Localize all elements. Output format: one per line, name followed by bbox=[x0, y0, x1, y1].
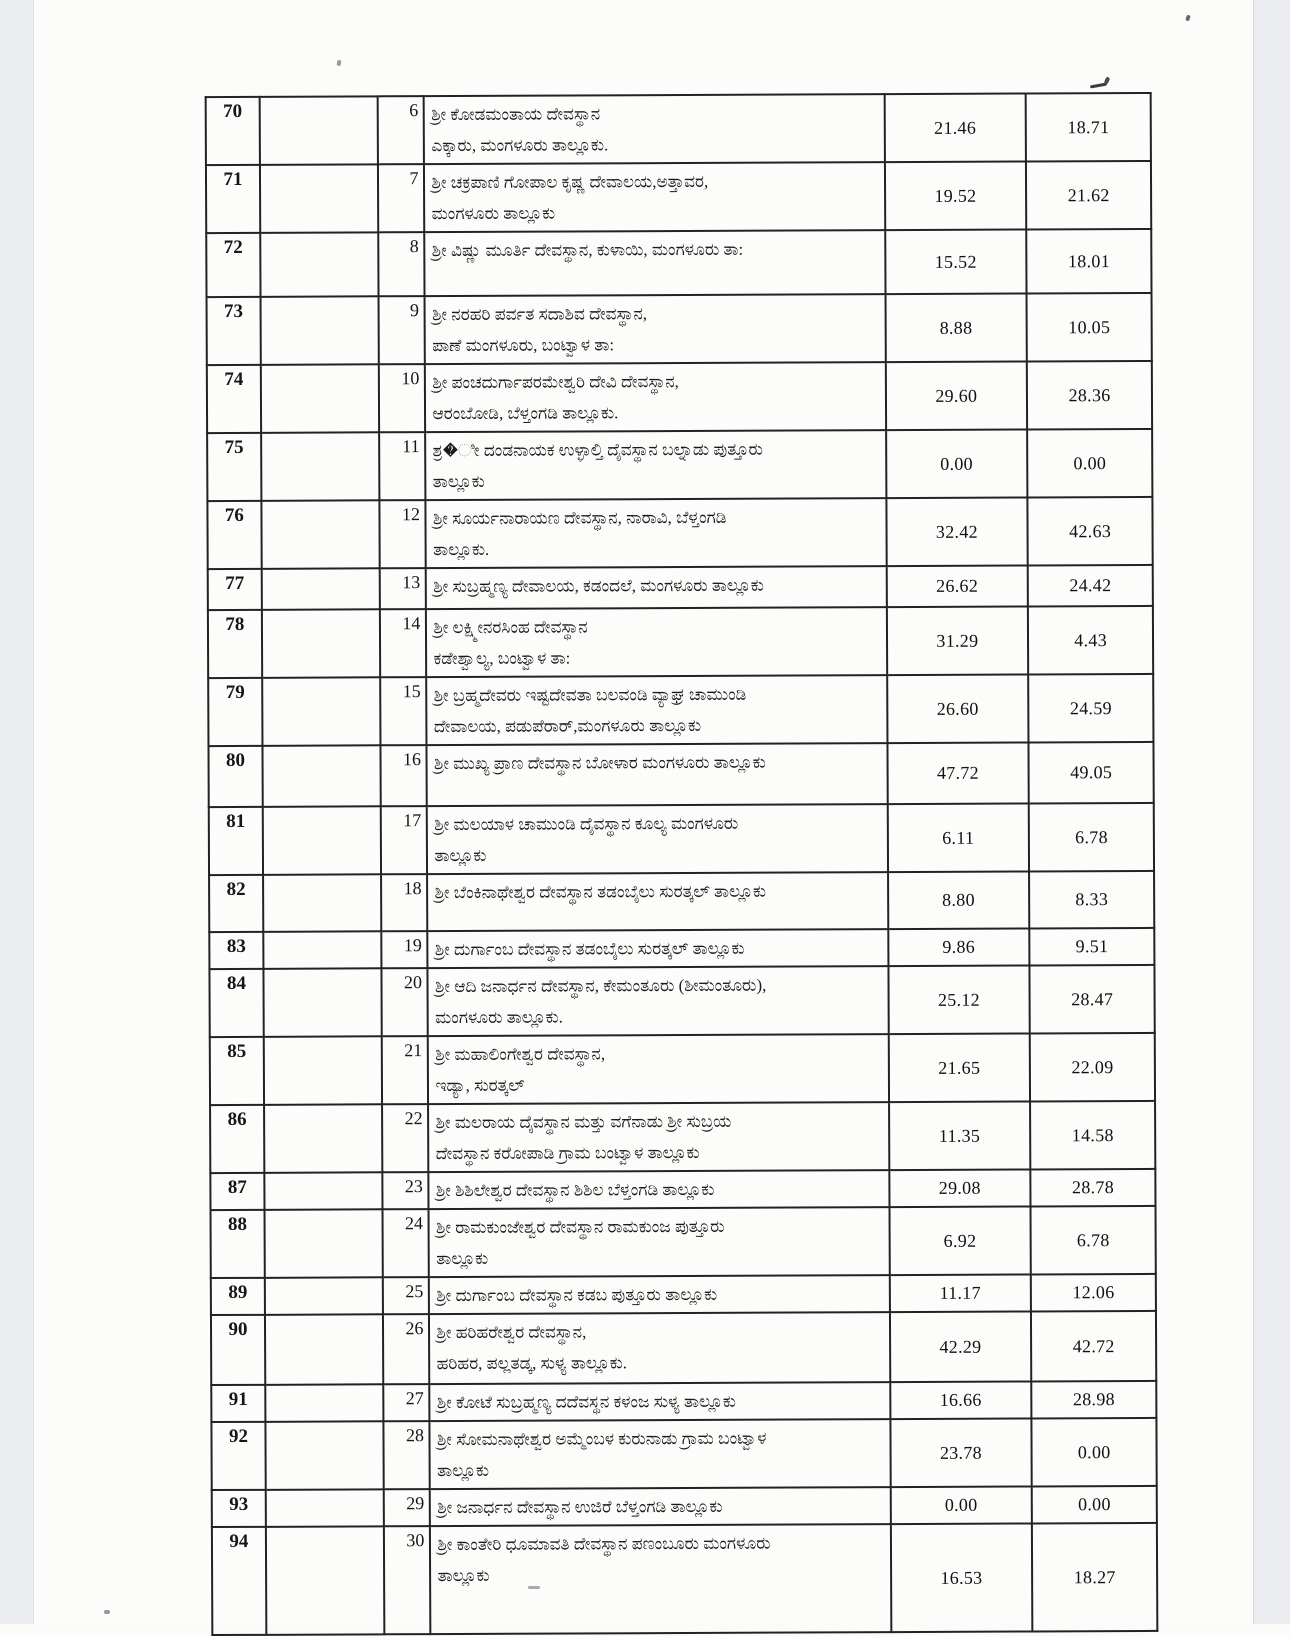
value-1-cell: 29.08 bbox=[889, 1169, 1031, 1207]
temple-name-line: ಶ್ರೀ ದುರ್ಗಾಂಬ ದೇವಸ್ಥಾನ ಕಡಬ ಪುತ್ತೂರು ತಾಲ್ಲೂಕು bbox=[436, 1284, 718, 1306]
table-row bbox=[208, 565, 1153, 610]
serial-number-cell: 72 bbox=[206, 233, 260, 297]
serial-number-cell: 89 bbox=[211, 1278, 265, 1315]
blank-cell bbox=[264, 1036, 382, 1105]
value-2-cell: 12.06 bbox=[1031, 1274, 1156, 1312]
temple-name-line: ಶ್ರೀ ಶಿಶಿಲೇಶ್ವರ ದೇವಸ್ಥಾನ ಶಿಶಿಲ ಬೆಳ್ತಂಗಡಿ ತಾಲ್ಲೂಕು bbox=[435, 1179, 715, 1201]
value-1-cell: 25.12 bbox=[888, 965, 1030, 1034]
temple-name-line: ಇಡ್ಯಾ, ಸುರತ್ಕಲ್ bbox=[435, 1075, 525, 1096]
temple-name-cell bbox=[428, 1102, 888, 1172]
value-1-cell: 8.88 bbox=[885, 293, 1027, 362]
temple-name-cell bbox=[429, 1312, 889, 1384]
temple-name-cell bbox=[425, 362, 885, 432]
serial-number-cell: 94 bbox=[212, 1527, 266, 1635]
serial-number-cell: 70 bbox=[206, 97, 260, 165]
serial-number-cell: 74 bbox=[207, 365, 261, 433]
table-row bbox=[208, 742, 1153, 807]
temple-name-line: ಶ್ರೀ ಚಕ್ರಪಾಣಿ ಗೋಪಾಲ ಕೃಷ್ಣ ದೇವಾಲಯ,ಅತ್ತಾವರ, bbox=[431, 171, 709, 193]
serial-number-cell: 79 bbox=[208, 678, 262, 746]
blank-cell bbox=[263, 968, 381, 1037]
value-1-cell: 29.60 bbox=[885, 361, 1027, 430]
blank-cell bbox=[265, 1384, 383, 1422]
value-1-cell: 47.72 bbox=[887, 742, 1029, 804]
temple-name-line: ಶ್ರೀ ಕೋಟೆ ಸುಬ್ರಹ್ಮಣ್ಯ ದದೆವಸ್ಥನ ಕಳಂಜ ಸುಳ್ಯ ತಾಲ್ಲೂಕು bbox=[436, 1391, 736, 1413]
temple-name-line: ಹರಿಹರ, ಪಲ್ಲತಡ್ಕ, ಸುಳ್ಯ ತಾಲ್ಲೂಕು. bbox=[436, 1353, 628, 1374]
temple-name-line: ಶ್ರೀ ಮಲಯಾಳ ಚಾಮುಂಡಿ ದೈವಸ್ಥಾನ ಕೂಲ್ಯ ಮಂಗಳೂರು bbox=[434, 813, 739, 835]
temple-name-cell bbox=[430, 1524, 891, 1634]
temple-name-cell bbox=[430, 1419, 890, 1489]
value-1-cell: 6.92 bbox=[889, 1206, 1031, 1275]
temple-name-cell bbox=[425, 294, 885, 364]
blank-cell bbox=[263, 931, 381, 969]
temple-name-cell bbox=[426, 566, 886, 609]
temple-name-cell bbox=[425, 230, 885, 296]
sub-serial-cell: 17 bbox=[380, 806, 427, 874]
sub-serial-cell: 21 bbox=[381, 1036, 428, 1104]
value-1-cell: 26.60 bbox=[887, 674, 1029, 743]
serial-number-cell: 76 bbox=[207, 501, 261, 569]
value-2-cell: 0.00 bbox=[1032, 1486, 1157, 1524]
value-2-cell: 0.00 bbox=[1032, 1418, 1157, 1487]
temple-name-cell bbox=[429, 1207, 889, 1277]
value-2-cell: 18.27 bbox=[1032, 1523, 1157, 1632]
sub-serial-cell: 28 bbox=[383, 1421, 430, 1489]
value-2-cell: 8.33 bbox=[1029, 871, 1154, 929]
value-2-cell: 21.62 bbox=[1026, 161, 1151, 230]
value-2-cell: 42.72 bbox=[1031, 1311, 1156, 1382]
viewer-gutter-right bbox=[1253, 0, 1290, 1624]
sub-serial-cell: 20 bbox=[381, 968, 428, 1036]
serial-number-cell: 81 bbox=[209, 807, 263, 875]
temple-name-cell bbox=[427, 743, 887, 806]
value-1-cell: 42.29 bbox=[889, 1311, 1031, 1382]
table-row bbox=[211, 1311, 1156, 1385]
value-2-cell: 10.05 bbox=[1027, 293, 1152, 362]
blank-cell bbox=[262, 745, 380, 807]
sub-serial-cell: 14 bbox=[379, 609, 426, 677]
value-1-cell: 8.80 bbox=[888, 871, 1030, 929]
blank-cell bbox=[262, 568, 380, 610]
temple-name-line: ತಾಲ್ಲೂಕು. bbox=[433, 539, 490, 560]
serial-number-cell: 92 bbox=[211, 1422, 265, 1490]
blank-cell bbox=[260, 164, 378, 233]
blank-cell bbox=[264, 1209, 382, 1278]
blank-cell bbox=[262, 609, 380, 678]
scan-artifact bbox=[1185, 15, 1191, 22]
blank-cell bbox=[263, 806, 381, 875]
temple-name-line: ತಾಲ್ಲೂಕು bbox=[434, 845, 487, 866]
temple-name-line: ಶ್ರೀ ದುರ್ಗಾಂಬ ದೇವಸ್ಥಾನ ತಡಂಬೈಲು ಸುರತ್ಕಲ್ ತಾಲ್ಲೂಕು bbox=[434, 938, 745, 960]
value-1-cell: 32.42 bbox=[886, 497, 1028, 566]
temple-name-line: ಶ್ರೀ ಸುಬ್ರಹ್ಮಣ್ಯ ದೇವಾಲಯ, ಕಡಂದಲೆ, ಮಂಗಳೂರು ತಾಲ್ಲೂಕು bbox=[433, 575, 764, 597]
temple-name-line: ಶ್ರೀ ಬೆಂಕಿನಾಥೇಶ್ವರ ದೇವಸ್ಥಾನ ತಡಂಬೈಲು ಸುರತ್ಕಲ್ ತಾಲ್ಲೂಕು bbox=[434, 881, 767, 903]
value-2-cell: 0.00 bbox=[1027, 429, 1152, 498]
scan-artifact bbox=[528, 1586, 540, 1589]
value-1-cell: 21.65 bbox=[888, 1033, 1030, 1102]
temple-name-line: ಎಕ್ಕಾರು, ಮಂಗಳೂರು ತಾಲ್ಲೂಕು. bbox=[431, 135, 609, 156]
serial-number-cell: 86 bbox=[210, 1105, 264, 1173]
table-row bbox=[211, 1418, 1156, 1490]
temple-name-cell bbox=[424, 94, 884, 164]
value-2-cell: 14.58 bbox=[1030, 1101, 1155, 1170]
value-2-cell: 24.59 bbox=[1028, 674, 1153, 743]
value-1-cell: 16.66 bbox=[890, 1381, 1032, 1419]
value-1-cell: 0.00 bbox=[890, 1486, 1032, 1524]
temple-name-cell bbox=[426, 498, 886, 568]
serial-number-cell: 73 bbox=[207, 297, 261, 365]
table-row bbox=[208, 606, 1153, 678]
value-2-cell: 22.09 bbox=[1030, 1033, 1155, 1102]
temple-name-line: ಶ್ರೀ ಜನಾರ್ಧನ ದೇವಸ್ಥಾನ ಉಜಿರೆ ಬೆಳ್ತಂಗಡಿ ತಾಲ್ಲೂಕು bbox=[437, 1496, 723, 1518]
serial-number-cell: 71 bbox=[206, 165, 260, 233]
temple-name-line: ಶ್ರೀ ಮಹಾಲಿಂಗೇಶ್ವರ ದೇವಸ್ಥಾನ, bbox=[435, 1044, 606, 1065]
temple-name-line: ಶ್ರೀ ಹರಿಹರೇಶ್ವರ ದೇವಸ್ಥಾನ, bbox=[436, 1322, 587, 1343]
sub-serial-cell: 24 bbox=[382, 1209, 429, 1277]
serial-number-cell: 82 bbox=[209, 875, 263, 932]
blank-cell bbox=[261, 432, 379, 501]
value-2-cell: 28.98 bbox=[1031, 1381, 1156, 1419]
value-1-cell: 31.29 bbox=[886, 606, 1028, 675]
value-1-cell: 26.62 bbox=[886, 565, 1028, 607]
value-1-cell: 19.52 bbox=[884, 161, 1026, 230]
sub-serial-cell: 15 bbox=[380, 677, 427, 745]
temple-name-line: ತಾಲ್ಲೂಕು bbox=[437, 1460, 490, 1481]
table-row bbox=[211, 1274, 1156, 1315]
blank-cell bbox=[265, 1314, 383, 1385]
sub-serial-cell: 29 bbox=[383, 1489, 430, 1526]
sub-serial-cell: 10 bbox=[378, 364, 425, 432]
table-row bbox=[211, 1381, 1156, 1422]
serial-number-cell: 87 bbox=[210, 1173, 264, 1210]
temple-name-cell bbox=[426, 607, 886, 677]
sub-serial-cell: 12 bbox=[379, 500, 426, 568]
temple-name-line: ಶ್ರೀ ಮುಖ್ಯ ಪ್ರಾಣ ದೇವಸ್ಥಾನ ಬೋಳಾರ ಮಂಗಳೂರು ತಾಲ್ಲೂಕು bbox=[433, 752, 766, 774]
serial-number-cell: 88 bbox=[211, 1210, 265, 1278]
table-row bbox=[209, 803, 1154, 875]
table-row bbox=[212, 1486, 1157, 1527]
value-1-cell: 15.52 bbox=[885, 229, 1027, 294]
sub-serial-cell: 27 bbox=[383, 1384, 430, 1421]
value-2-cell: 28.47 bbox=[1030, 965, 1155, 1034]
serial-number-cell: 85 bbox=[210, 1037, 264, 1105]
table-row bbox=[207, 293, 1152, 365]
value-1-cell: 9.86 bbox=[888, 928, 1030, 966]
sub-serial-cell: 23 bbox=[382, 1172, 429, 1209]
sub-serial-cell: 9 bbox=[378, 296, 425, 364]
blank-cell bbox=[260, 232, 378, 297]
blank-cell bbox=[265, 1277, 383, 1315]
scan-artifact bbox=[1104, 76, 1111, 84]
blank-cell bbox=[260, 96, 378, 165]
value-1-cell: 6.11 bbox=[887, 803, 1029, 872]
value-2-cell: 24.42 bbox=[1028, 565, 1153, 607]
value-1-cell: 16.53 bbox=[890, 1523, 1032, 1632]
value-2-cell: 9.51 bbox=[1029, 928, 1154, 966]
blank-cell bbox=[266, 1526, 384, 1635]
temple-name-line: ತಾಲ್ಲೂಕು bbox=[432, 471, 485, 492]
temple-name-line: ಆರಂಬೋಡಿ, ಬೆಳ್ತಂಗಡಿ ತಾಲ್ಲೂಕು. bbox=[432, 403, 619, 424]
table-row bbox=[207, 429, 1152, 501]
blank-cell bbox=[264, 1172, 382, 1210]
temple-name-cell bbox=[427, 675, 887, 745]
value-2-cell: 49.05 bbox=[1029, 742, 1154, 804]
temple-name-line: ಮಂಗಳೂರು ತಾಲ್ಲೂಕು. bbox=[435, 1007, 563, 1028]
temple-name-cell bbox=[424, 162, 884, 232]
sub-serial-cell: 13 bbox=[379, 568, 426, 609]
temple-name-line: ಶ್ರೀ ವಿಷ್ಣು ಮೂರ್ತಿ ದೇವಸ್ಥಾನ, ಕುಳಾಯಿ, ಮಂಗಳೂರು ತಾ: bbox=[431, 239, 744, 261]
serial-number-cell: 75 bbox=[207, 433, 261, 501]
temple-name-cell bbox=[427, 872, 887, 931]
blank-cell bbox=[263, 874, 381, 932]
value-1-cell: 11.17 bbox=[889, 1274, 1031, 1312]
serial-number-cell: 91 bbox=[211, 1385, 265, 1422]
sub-serial-cell: 6 bbox=[377, 96, 424, 164]
blank-cell bbox=[266, 1489, 384, 1527]
blank-cell bbox=[265, 1421, 383, 1490]
value-2-cell: 18.01 bbox=[1026, 229, 1151, 294]
document-page bbox=[33, 0, 1253, 1624]
sub-serial-cell: 26 bbox=[382, 1314, 429, 1384]
temple-name-line: ದೇವಸ್ಥಾನ ಕರೋಪಾಡಿ ಗ್ರಾಮ ಬಂಟ್ವಾಳ ತಾಲ್ಲೂಕು bbox=[435, 1142, 700, 1164]
temple-name-cell bbox=[428, 929, 888, 968]
temple-name-line: ಶ್ರೀ ಸೂರ್ಯನಾರಾಯಣ ದೇವಸ್ಥಾನ, ನಾರಾವಿ, ಬೆಳ್ತಂಗಡಿ bbox=[432, 507, 727, 529]
temple-name-cell bbox=[430, 1382, 890, 1421]
sub-serial-cell: 18 bbox=[381, 874, 428, 931]
temple-name-line: ಶ್ರೀ ನರಹರಿ ಪರ್ವತ ಸದಾಶಿವ ದೇವಸ್ಥಾನ, bbox=[432, 304, 648, 325]
temple-name-line: ಶ್ರೀ ಸೋಮನಾಥೇಶ್ವರ ಅಮ್ಮೆಂಬಳ ಕುರುನಾಡು ಗ್ರಾಮ ಬಂಟ್ವಾಳ bbox=[436, 1428, 767, 1450]
table-row bbox=[207, 361, 1152, 433]
scan-artifact bbox=[104, 1610, 110, 1614]
value-2-cell: 28.78 bbox=[1031, 1169, 1156, 1207]
table-row bbox=[208, 674, 1153, 746]
sub-serial-cell: 8 bbox=[378, 232, 425, 296]
temple-name-line: ಶ್ರೀ ಬ್ರಹ್ಮದೇವರು ಇಷ್ಟದೇವತಾ ಬಲವಂಡಿ ವ್ಯಾಘ್ರ ಚಾಮುಂಡಿ bbox=[433, 684, 747, 706]
value-1-cell: 11.35 bbox=[889, 1101, 1031, 1170]
serial-number-cell: 77 bbox=[208, 569, 262, 610]
value-1-cell: 23.78 bbox=[890, 1418, 1032, 1487]
serial-number-cell: 84 bbox=[209, 969, 263, 1037]
temple-name-cell bbox=[429, 1170, 889, 1209]
table-row bbox=[209, 965, 1154, 1037]
temple-name-line: ಪಾಣೆ ಮಂಗಳೂರು, ಬಂಟ್ವಾಳ ತಾ: bbox=[432, 335, 615, 356]
value-1-cell: 21.46 bbox=[884, 93, 1026, 162]
temple-name-line: ಶ್ರೀ ಕಾಂತೇರಿ ಧೂಮಾವತಿ ದೇವಸ್ಥಾನ ಪಣಂಬೂರು ಮಂಗಳೂರು bbox=[437, 1533, 771, 1555]
blank-cell bbox=[261, 500, 379, 569]
viewer-gutter-left bbox=[0, 0, 34, 1624]
table-row bbox=[210, 1033, 1155, 1105]
table-row bbox=[207, 497, 1152, 569]
temple-name-line: ಶ್ರೀ ಲಕ್ಷ್ಮೀನರಸಿಂಹ ದೇವಸ್ಥಾನ bbox=[433, 617, 588, 638]
temple-name-cell bbox=[428, 966, 888, 1036]
value-2-cell: 6.78 bbox=[1029, 803, 1154, 872]
temple-table bbox=[205, 92, 1159, 1636]
value-1-cell: 0.00 bbox=[886, 429, 1028, 498]
temple-name-cell bbox=[426, 430, 886, 500]
blank-cell bbox=[261, 364, 379, 433]
temple-name-cell bbox=[428, 1034, 888, 1104]
blank-cell bbox=[260, 296, 378, 365]
scan-artifact bbox=[336, 60, 341, 67]
value-2-cell: 6.78 bbox=[1031, 1206, 1156, 1275]
table-row bbox=[209, 928, 1154, 969]
temple-name-line: ಶ್ರೀ ಆದಿ ಜನಾರ್ಧನ ದೇವಸ್ಥಾನ, ಕೇಮಂತೂರು (ಶೀಮಂತೂರು), bbox=[434, 975, 767, 997]
table-row bbox=[211, 1206, 1156, 1278]
value-2-cell: 4.43 bbox=[1028, 606, 1153, 675]
serial-number-cell: 83 bbox=[209, 932, 263, 969]
table-row bbox=[209, 871, 1154, 932]
sub-serial-cell: 16 bbox=[380, 745, 427, 806]
sub-serial-cell: 7 bbox=[377, 164, 424, 232]
serial-number-cell: 78 bbox=[208, 610, 262, 678]
temple-name-line: ಶ್ರೀ ಕೋಡಮಂತಾಯ ದೇವಸ್ಥಾನ bbox=[431, 104, 601, 125]
temple-name-line: ತಾಲ್ಲೂಕು bbox=[437, 1565, 490, 1586]
table-row bbox=[206, 93, 1151, 165]
temple-name-line: ಶ್ರ�ೀ ದಂಡನಾಯಕ ಉಳ್ಳಾಲ್ತಿ ದೈವಸ್ಥಾನ ಬಲ್ನಾಡು ಪುತ್ತೂರು bbox=[432, 439, 763, 461]
temple-name-cell bbox=[427, 804, 887, 874]
sub-serial-cell: 22 bbox=[382, 1104, 429, 1172]
table-row bbox=[212, 1523, 1157, 1635]
temple-name-line: ಶ್ರೀ ಮಲರಾಯ ದೈವಸ್ಥಾನ ಮತ್ತು ವಗೆನಾಡು ಶ್ರೀ ಸುಬ್ರಯ bbox=[435, 1111, 732, 1133]
temple-name-cell bbox=[429, 1275, 889, 1314]
sub-serial-cell: 19 bbox=[381, 931, 428, 968]
table-row bbox=[206, 161, 1151, 233]
temple-name-cell bbox=[430, 1487, 890, 1526]
temple-name-line: ತಾಲ್ಲೂಕು bbox=[436, 1248, 489, 1269]
temple-name-line: ದೇವಾಲಯ, ಪಡುಪೆರಾರ್,ಮಂಗಳೂರು ತಾಲ್ಲೂಕು bbox=[433, 715, 702, 737]
temple-name-line: ಶ್ರೀ ಪಂಚದುರ್ಗಾಪರಮೇಶ್ವರಿ ದೇವಿ ದೇವಸ್ಥಾನ, bbox=[432, 372, 679, 393]
table-body bbox=[206, 93, 1158, 1635]
temple-name-line: ಕಡೇಶ್ವಾಲ್ಯ, ಬಂಟ್ವಾಳ ತಾ: bbox=[433, 648, 571, 669]
table-row bbox=[210, 1101, 1155, 1173]
value-2-cell: 28.36 bbox=[1027, 361, 1152, 430]
value-2-cell: 42.63 bbox=[1028, 497, 1153, 566]
sub-serial-cell: 11 bbox=[379, 432, 426, 500]
table-row bbox=[210, 1169, 1155, 1210]
value-2-cell: 18.71 bbox=[1026, 93, 1151, 162]
serial-number-cell: 80 bbox=[208, 746, 262, 807]
temple-name-line: ಮಂಗಳೂರು ತಾಲ್ಲೂಕು bbox=[431, 203, 556, 224]
sub-serial-cell: 30 bbox=[383, 1526, 430, 1634]
blank-cell bbox=[262, 677, 380, 746]
serial-number-cell: 90 bbox=[211, 1315, 265, 1385]
blank-cell bbox=[264, 1104, 382, 1173]
table-row bbox=[206, 229, 1151, 297]
sub-serial-cell: 25 bbox=[382, 1277, 429, 1314]
serial-number-cell: 93 bbox=[212, 1490, 266, 1527]
temple-name-line: ಶ್ರೀ ರಾಮಕುಂಜೇಶ್ವರ ದೇವಸ್ಥಾನ ರಾಮಕುಂಜ ಪುತ್ತೂರು bbox=[435, 1216, 725, 1238]
